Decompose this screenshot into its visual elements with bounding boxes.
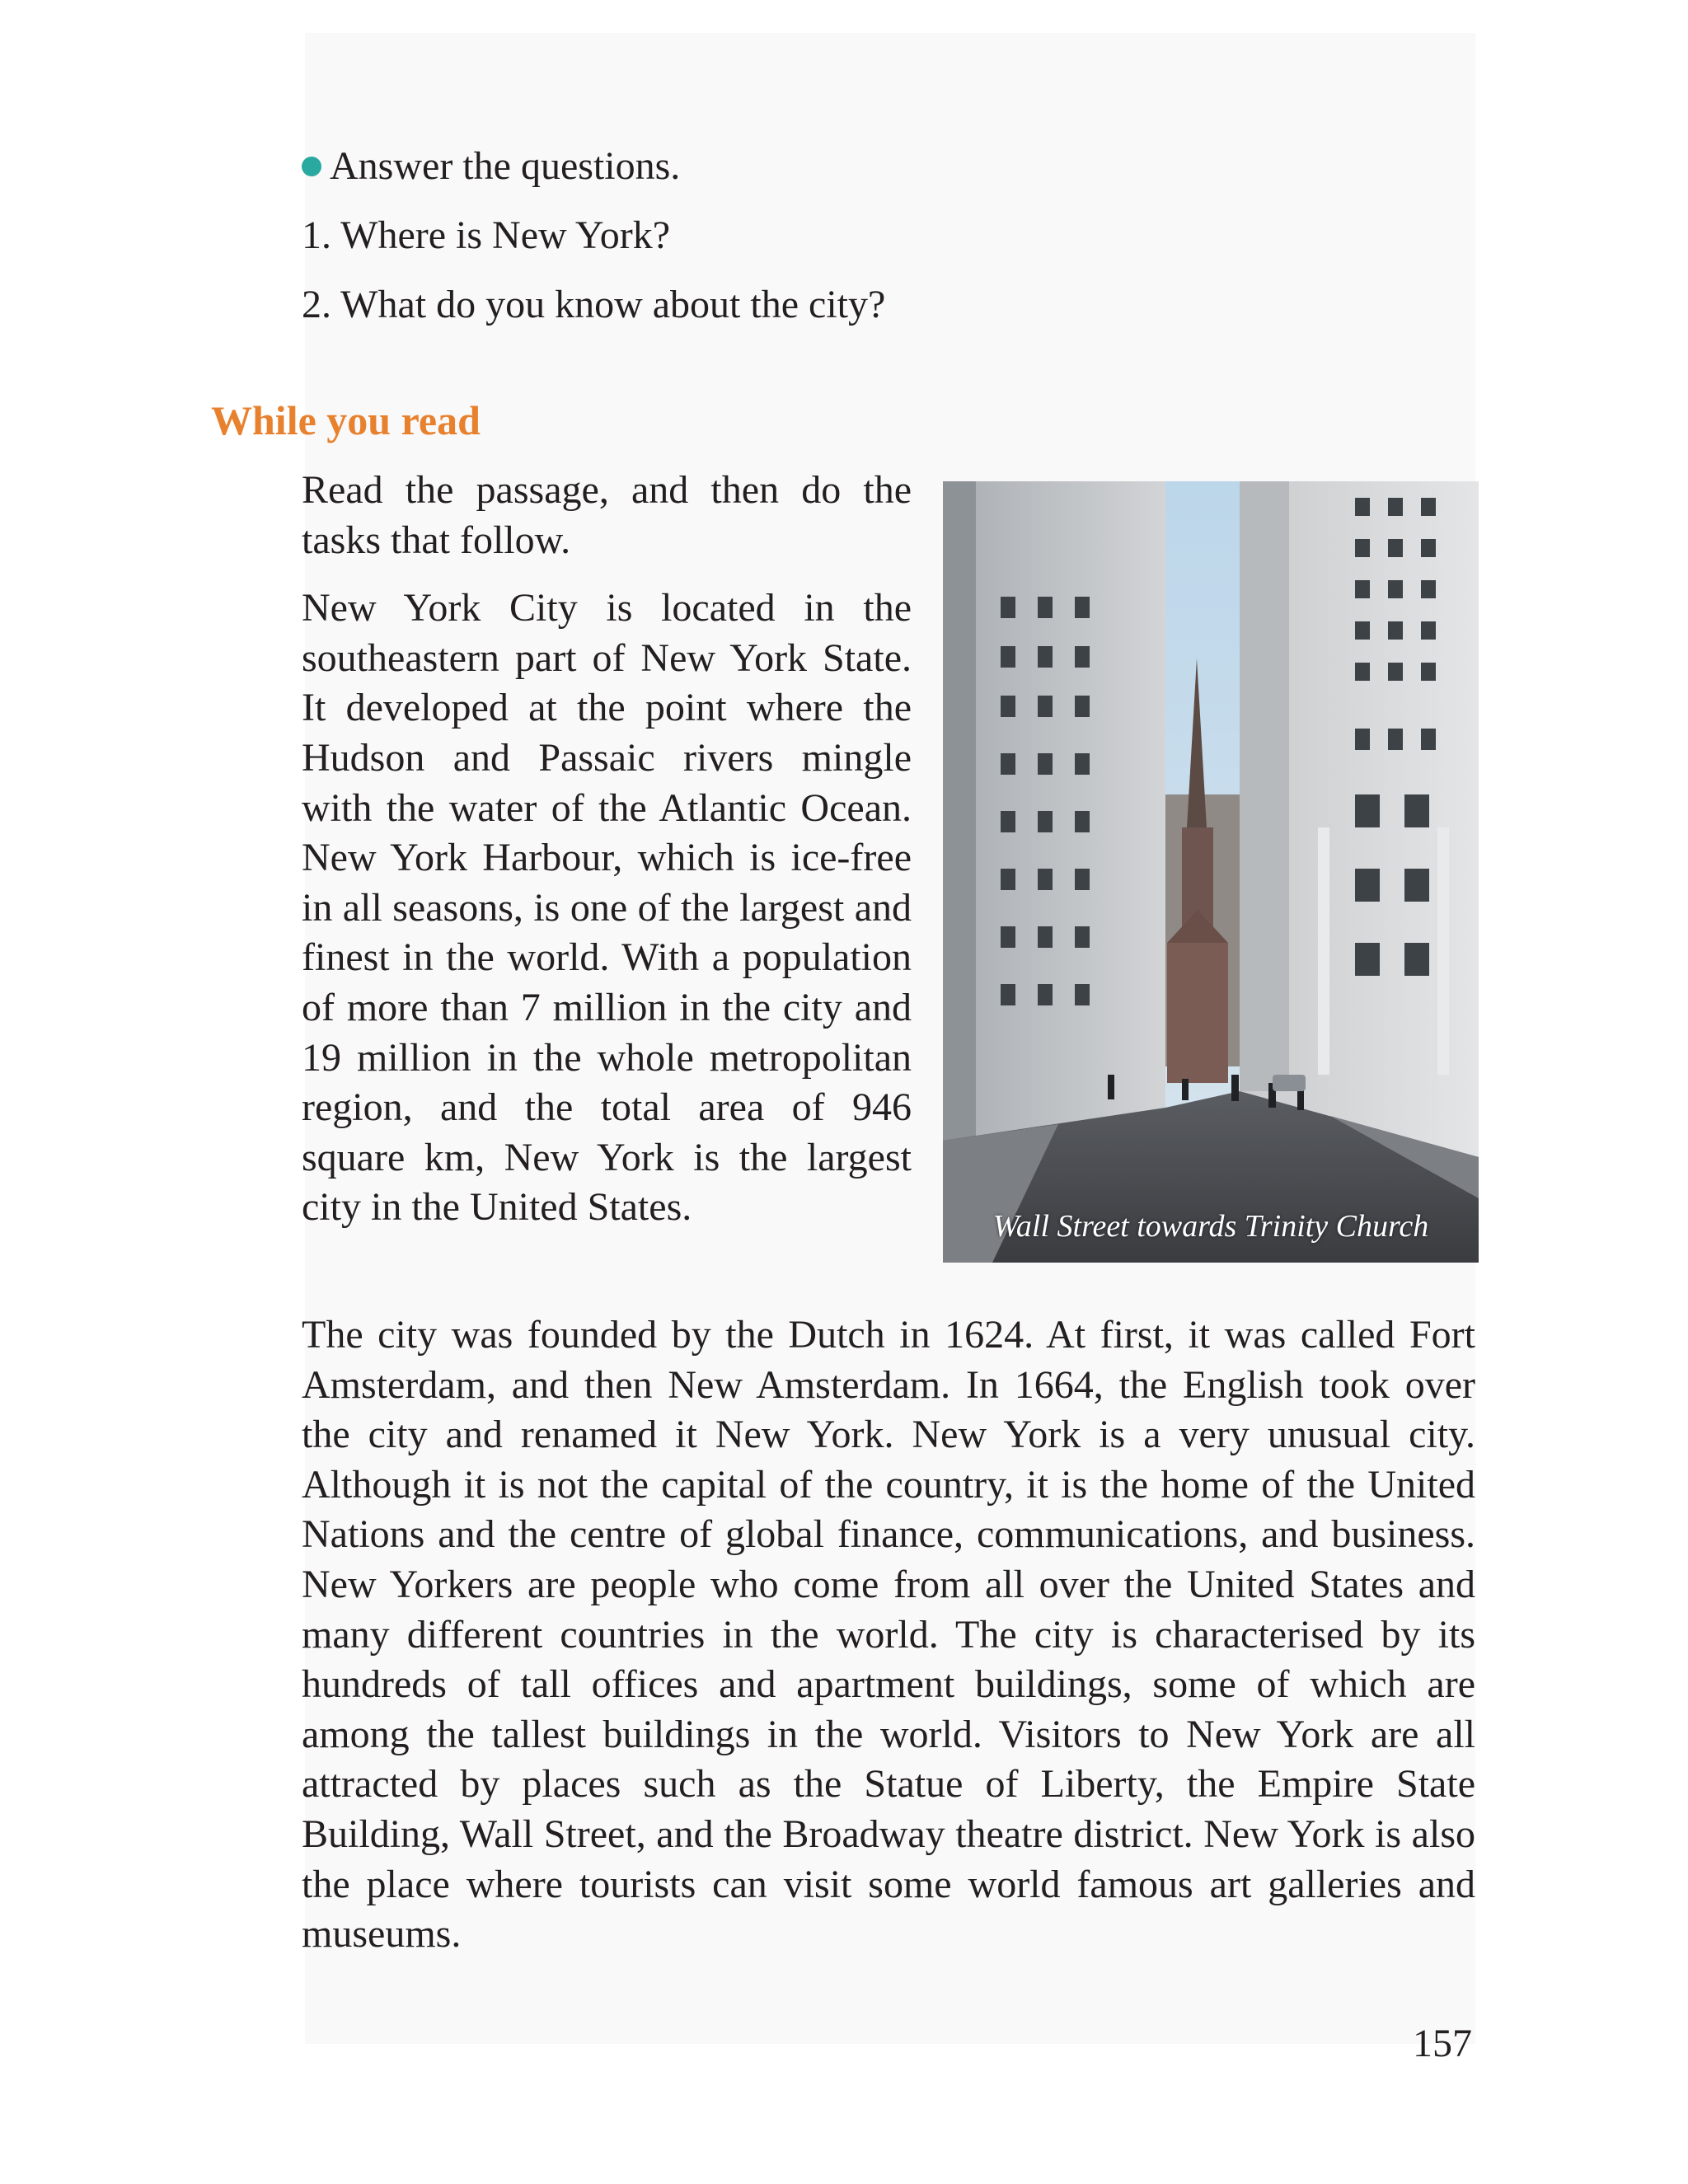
pre-reading-questions (302, 132, 885, 340)
bullet-icon (302, 157, 321, 176)
instruction-line (302, 132, 885, 201)
question-2: 2. What do you know about the city? (302, 283, 886, 326)
passage-paragraph-1: New York City is located in the southeastern part of New York State. It developed at the point where the Hudson and Passaic rivers mingle with the water of the Atlantic Ocean. New York Harbour, which is ice-free in all seasons, is one of the largest and finest in the world. With a population of more than 7 million in the city and 19 million in the whole metropolitan region, and the total area of 946 square km, New York is the largest city in the United States. (302, 586, 912, 1230)
question-1: 1. Where is New York? (302, 213, 671, 257)
passage-paragraph-2: The city was founded by the Dutch in 1624. At first, it was called Fort Amsterdam, and then New Amsterdam. In 1664, the English took over the city and renamed it New York. New York is a very unusual city. Although it is not the capital of the country, it is the home of the United Nations and the centre of global finance, communications, and business. New Yorkers are people who come from all over the United States and many different countries in the world. The city is characterised by its hundreds of tall offices and apartment buildings, some of which are among the tallest buildings in the world. Visitors to New York are all attracted by places such as the Statue of Liberty, the Empire State Building, Wall Street, and the Broadway theatre district. New York is also the place where tourists can visit some world famous art galleries and museums. (302, 1313, 1475, 1957)
section-heading: While you read (211, 397, 481, 443)
page-number: 157 (1413, 2022, 1472, 2065)
photo-caption: Wall Street towards Trinity Church (992, 1209, 1429, 1244)
street-scene-image (943, 481, 1479, 1263)
instruction-text: Answer the questions. (330, 144, 681, 188)
passage-column (302, 466, 912, 1233)
wall-street-photo (943, 481, 1479, 1263)
passage-intro: Read the passage, and then do the tasks that follow. (302, 468, 912, 562)
